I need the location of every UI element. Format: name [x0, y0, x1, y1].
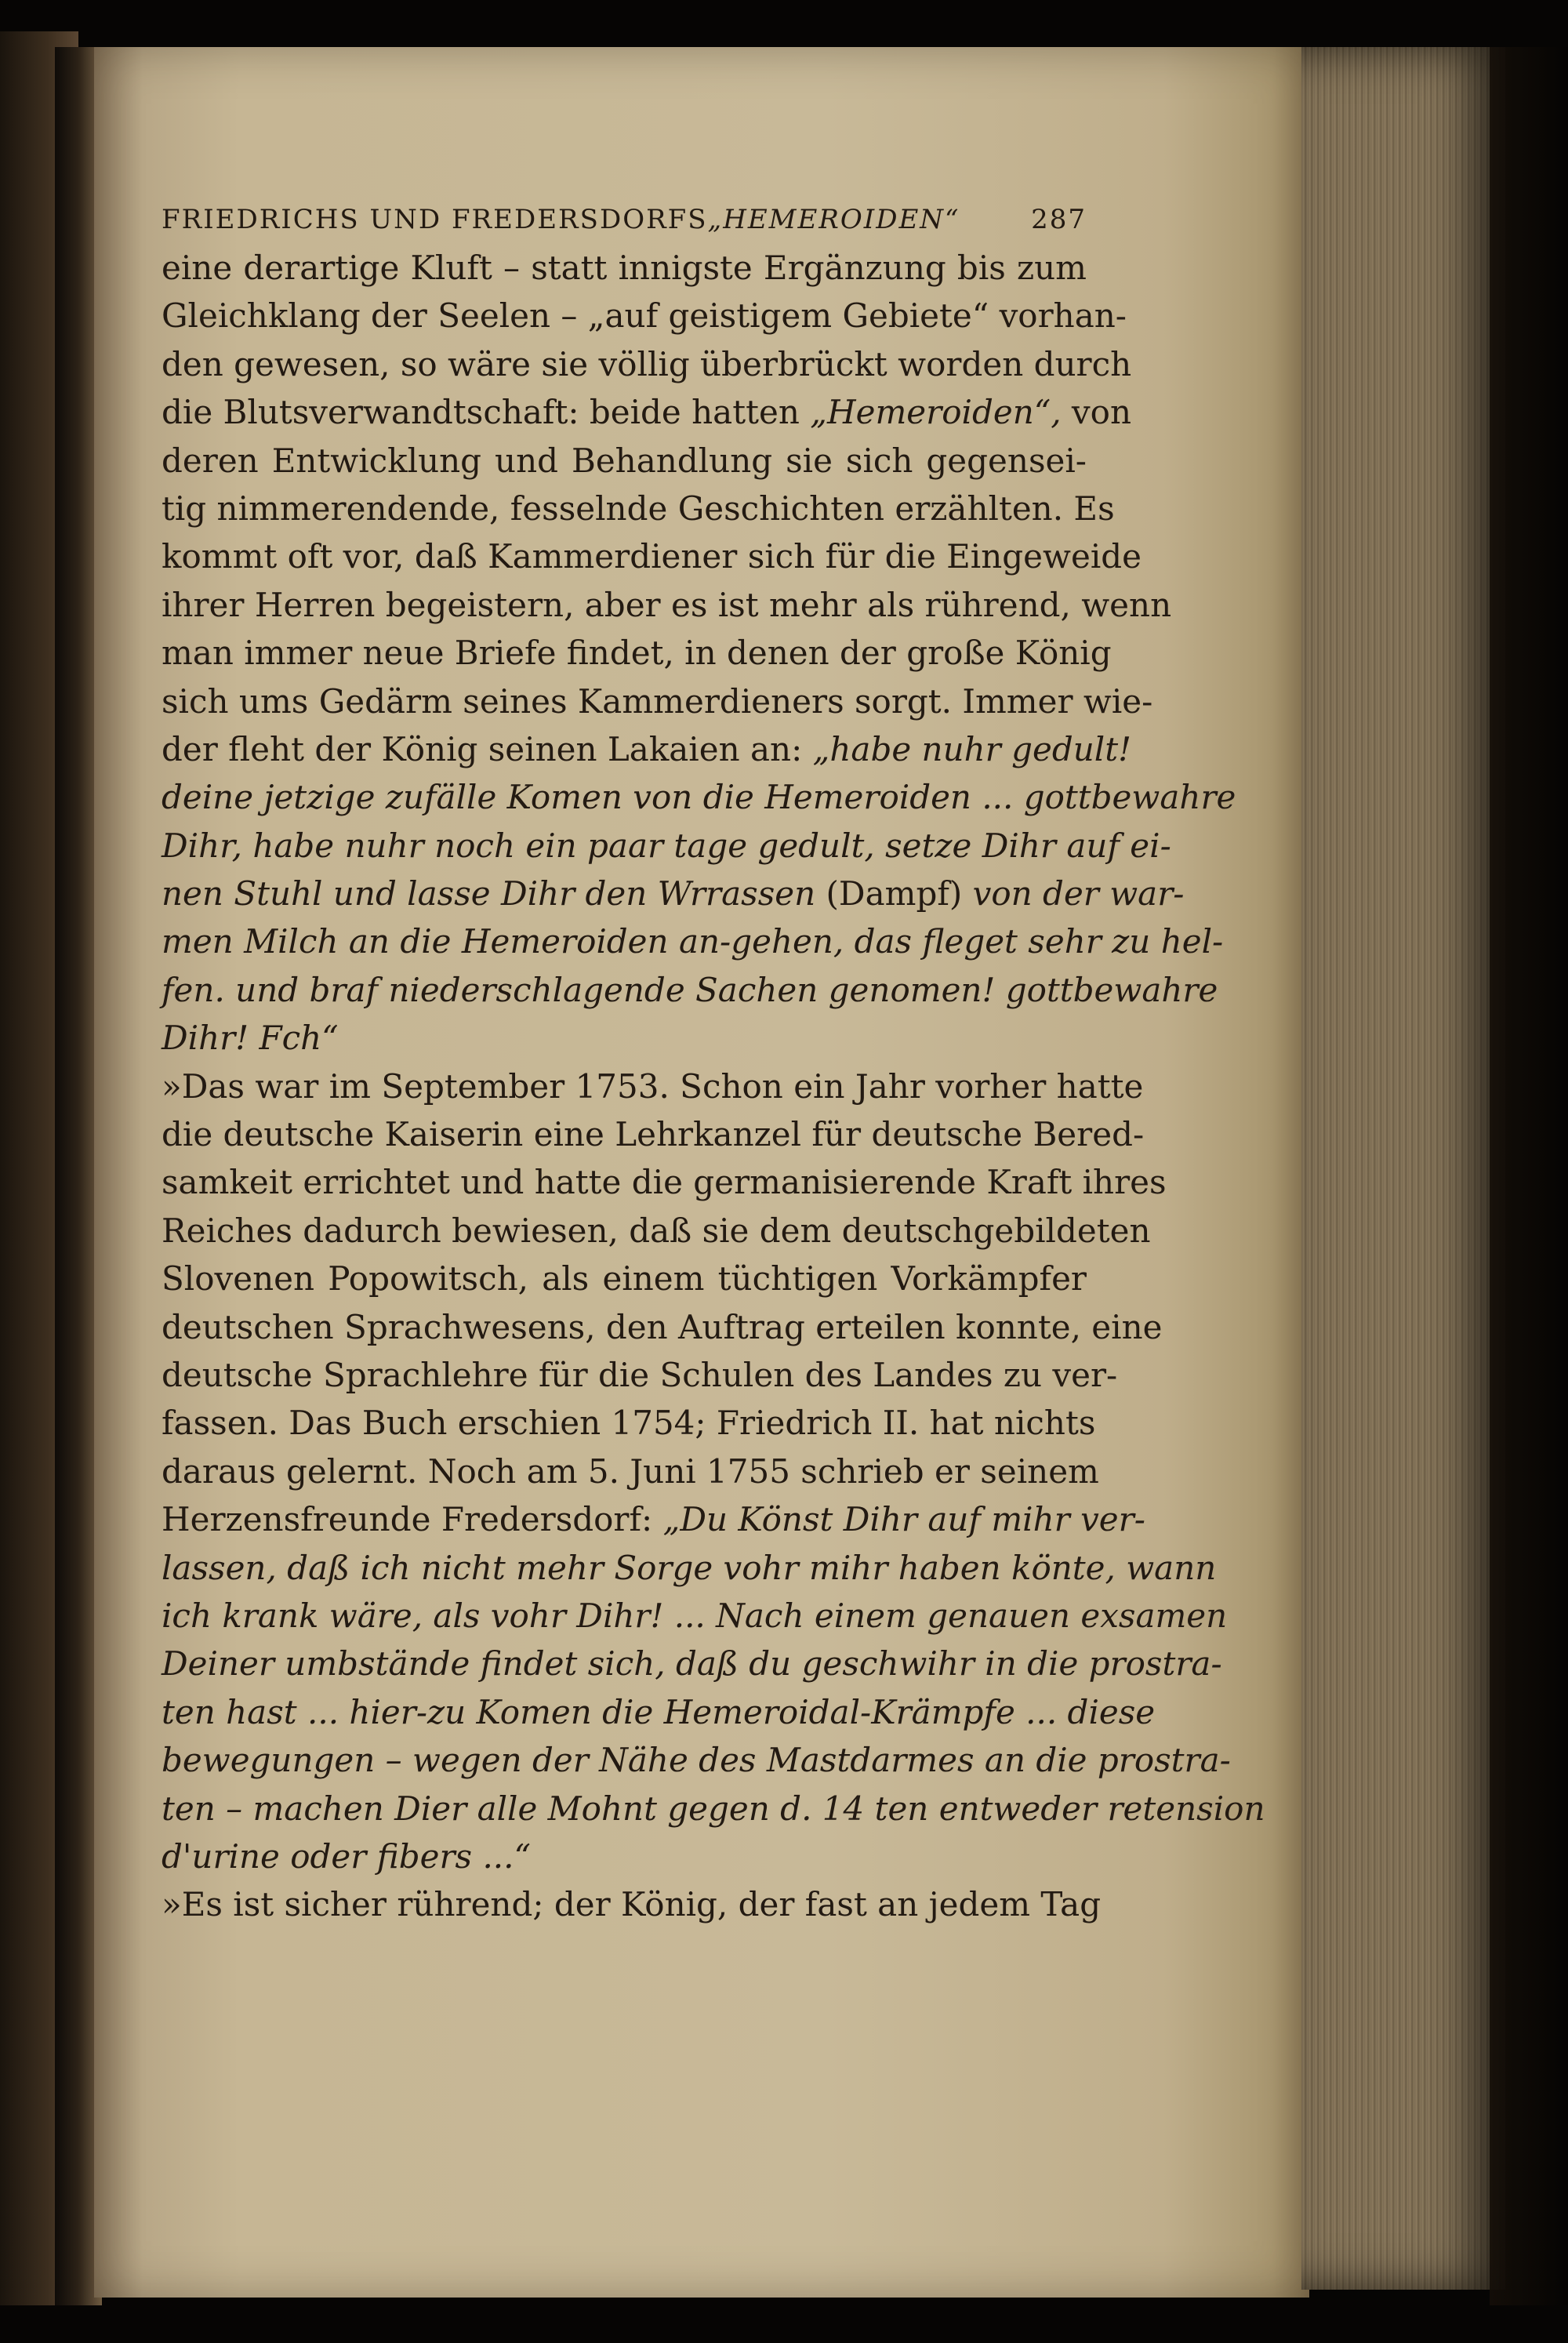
text-line: [162, 1303, 1163, 1351]
text-segment: Gleichklang der Seelen – „auf geistigem Gebiete“ vorhan-: [162, 296, 1127, 336]
text-segment: von: [1061, 393, 1131, 432]
text-segment: eine derartige Kluft – statt innigste Ergänzung bis zum: [162, 249, 1087, 287]
text-segment: »Es ist sicher rührend; der König, der fast an jedem Tag: [162, 1885, 1102, 1924]
text-segment: (Dampf): [815, 874, 973, 914]
text-line: [162, 1399, 1096, 1447]
running-title-plain: FRIEDRICHS UND FREDERSDORFS: [162, 204, 708, 235]
text-segment: Reiches dadurch bewiesen, daß sie dem deutschgebildeten: [162, 1211, 1151, 1250]
text-segment: Herzensfreunde Fredersdorf:: [162, 1500, 663, 1539]
text-segment: deutsche Sprachlehre für die Schulen des Landes zu ver-: [162, 1355, 1118, 1394]
text-line: [162, 1255, 1087, 1302]
italic-quote-segment: Dihr, habe nuhr noch ein paar tage gedult, setze Dihr auf ei-: [162, 826, 1171, 865]
italic-quote-segment: deine jetzige zufälle Komen von die Hemeroiden ... gottbewahre: [162, 778, 1236, 817]
text-segment: man immer neue Briefe findet, in denen der große König: [162, 634, 1112, 673]
italic-quote-segment: „habe nuhr gedult!: [812, 729, 1131, 768]
text-segment: »Das war im September 1753. Schon ein Jahr vorher hatte: [162, 1066, 1144, 1106]
italic-quote-segment: nen Stuhl und lasse Dihr den Wrrassen: [162, 874, 816, 914]
text-line: [162, 388, 1131, 436]
italic-quote-segment: „Hemeroiden“,: [810, 393, 1062, 432]
text-segment: die Blutsverwandtschaft: beide hatten: [162, 393, 811, 432]
book-edge-shadow: [1490, 47, 1568, 2305]
italic-quote-segment: Deiner umbstände findet sich, daß du geschwihr in die prostra-: [162, 1644, 1222, 1684]
text-line: [162, 1448, 1099, 1495]
text-segment: daraus gelernt. Noch am 5. Juni 1755 schrieb er seinem: [162, 1451, 1099, 1491]
text-line: [162, 1736, 1231, 1784]
text-segment: deren Entwicklung und Behandlung sie sich gegensei-: [162, 441, 1087, 480]
text-line: [162, 532, 1142, 580]
text-line: [162, 485, 1115, 532]
text-line: [162, 340, 1132, 388]
text-segment: fassen. Das Buch erschien 1754; Friedrich II. hat nichts: [162, 1404, 1096, 1443]
text-line: [162, 581, 1172, 629]
text-line: [162, 917, 1224, 965]
running-title: [162, 196, 960, 244]
italic-quote-segment: fen. und braf niederschlagende Sachen genomen! gottbewahre: [162, 970, 1218, 1009]
text-segment: sich ums Gedärm seines Kammerdieners sorgt. Immer wie-: [162, 681, 1153, 721]
text-line: [162, 966, 1218, 1014]
text-segment: Slovenen Popowitsch, als einem tüchtigen Vorkämpfer: [162, 1259, 1087, 1299]
text-line: [162, 1207, 1151, 1255]
text-line: [162, 1640, 1222, 1687]
italic-quote-segment: bewegungen – wegen der Nähe des Mastdarmes an die prostra-: [162, 1741, 1231, 1780]
text-segment: deutschen Sprachwesens, den Auftrag erteilen konnte, eine: [162, 1307, 1163, 1346]
text-line: [162, 244, 1087, 292]
text-line: [162, 292, 1127, 340]
text-line: [162, 1544, 1217, 1592]
text-line: [162, 1110, 1145, 1158]
text-segment: der fleht der König seinen Lakaien an:: [162, 729, 813, 768]
page-block-edge: [1301, 47, 1505, 2290]
text-segment: ihrer Herren begeistern, aber es ist mehr als rührend, wenn: [162, 585, 1172, 624]
italic-quote-segment: d'urine oder fibers ...“: [162, 1836, 531, 1876]
text-line: [162, 1351, 1118, 1399]
text-line: [162, 1014, 1087, 1062]
running-title-italic: „HEMEROIDEN“: [707, 204, 960, 235]
text-segment: tig nimmerendende, fesselnde Geschichten erzählten. Es: [162, 489, 1115, 528]
italic-quote-segment: men Milch an die Hemeroiden an-gehen, das fleget sehr zu hel-: [162, 922, 1224, 961]
text-line: [162, 437, 1087, 485]
text-segment: die deutsche Kaiserin eine Lehrkanzel für deutsche Bered-: [162, 1115, 1145, 1154]
italic-quote-segment: Dihr! Fch“: [162, 1019, 339, 1058]
italic-quote-segment: „Du Könst Dihr auf mihr ver-: [662, 1500, 1145, 1539]
italic-quote-segment: von der war-: [972, 874, 1185, 914]
text-line: [162, 1592, 1228, 1640]
text-line: [162, 822, 1171, 870]
text-segment: den gewesen, so wäre sie völlig überbrückt worden durch: [162, 344, 1132, 383]
text-line: [162, 629, 1112, 677]
italic-quote-segment: lassen, daß ich nicht mehr Sorge vohr mihr haben könte, wann: [162, 1548, 1217, 1587]
text-line: [162, 1785, 1265, 1833]
text-line: [162, 677, 1153, 725]
page-number: 287: [1031, 204, 1087, 235]
text-line: [162, 1158, 1167, 1206]
text-line: [162, 1688, 1156, 1736]
page-text: [162, 196, 1265, 1929]
text-line: [162, 1495, 1145, 1543]
text-line: [162, 1833, 1087, 1880]
italic-quote-segment: ich krank wäre, als vohr Dihr! ... Nach einem genauen exsamen: [162, 1596, 1228, 1635]
text-line: [162, 870, 1185, 917]
text-line: [162, 1880, 1102, 1928]
text-segment: samkeit errichtet und hatte die germanisierende Kraft ihres: [162, 1163, 1167, 1202]
body-text: [162, 244, 1265, 1929]
running-header: [162, 196, 1087, 244]
text-line: [162, 773, 1236, 821]
italic-quote-segment: ten – machen Dier alle Mohnt gegen d. 14 ten entweder retension: [162, 1789, 1265, 1828]
text-line: [162, 725, 1131, 773]
italic-quote-segment: ten hast ... hier-zu Komen die Hemeroidal-Krämpfe ... diese: [162, 1692, 1156, 1731]
text-segment: kommt oft vor, daß Kammerdiener sich für die Eingeweide: [162, 537, 1142, 576]
text-line: [162, 1063, 1144, 1110]
